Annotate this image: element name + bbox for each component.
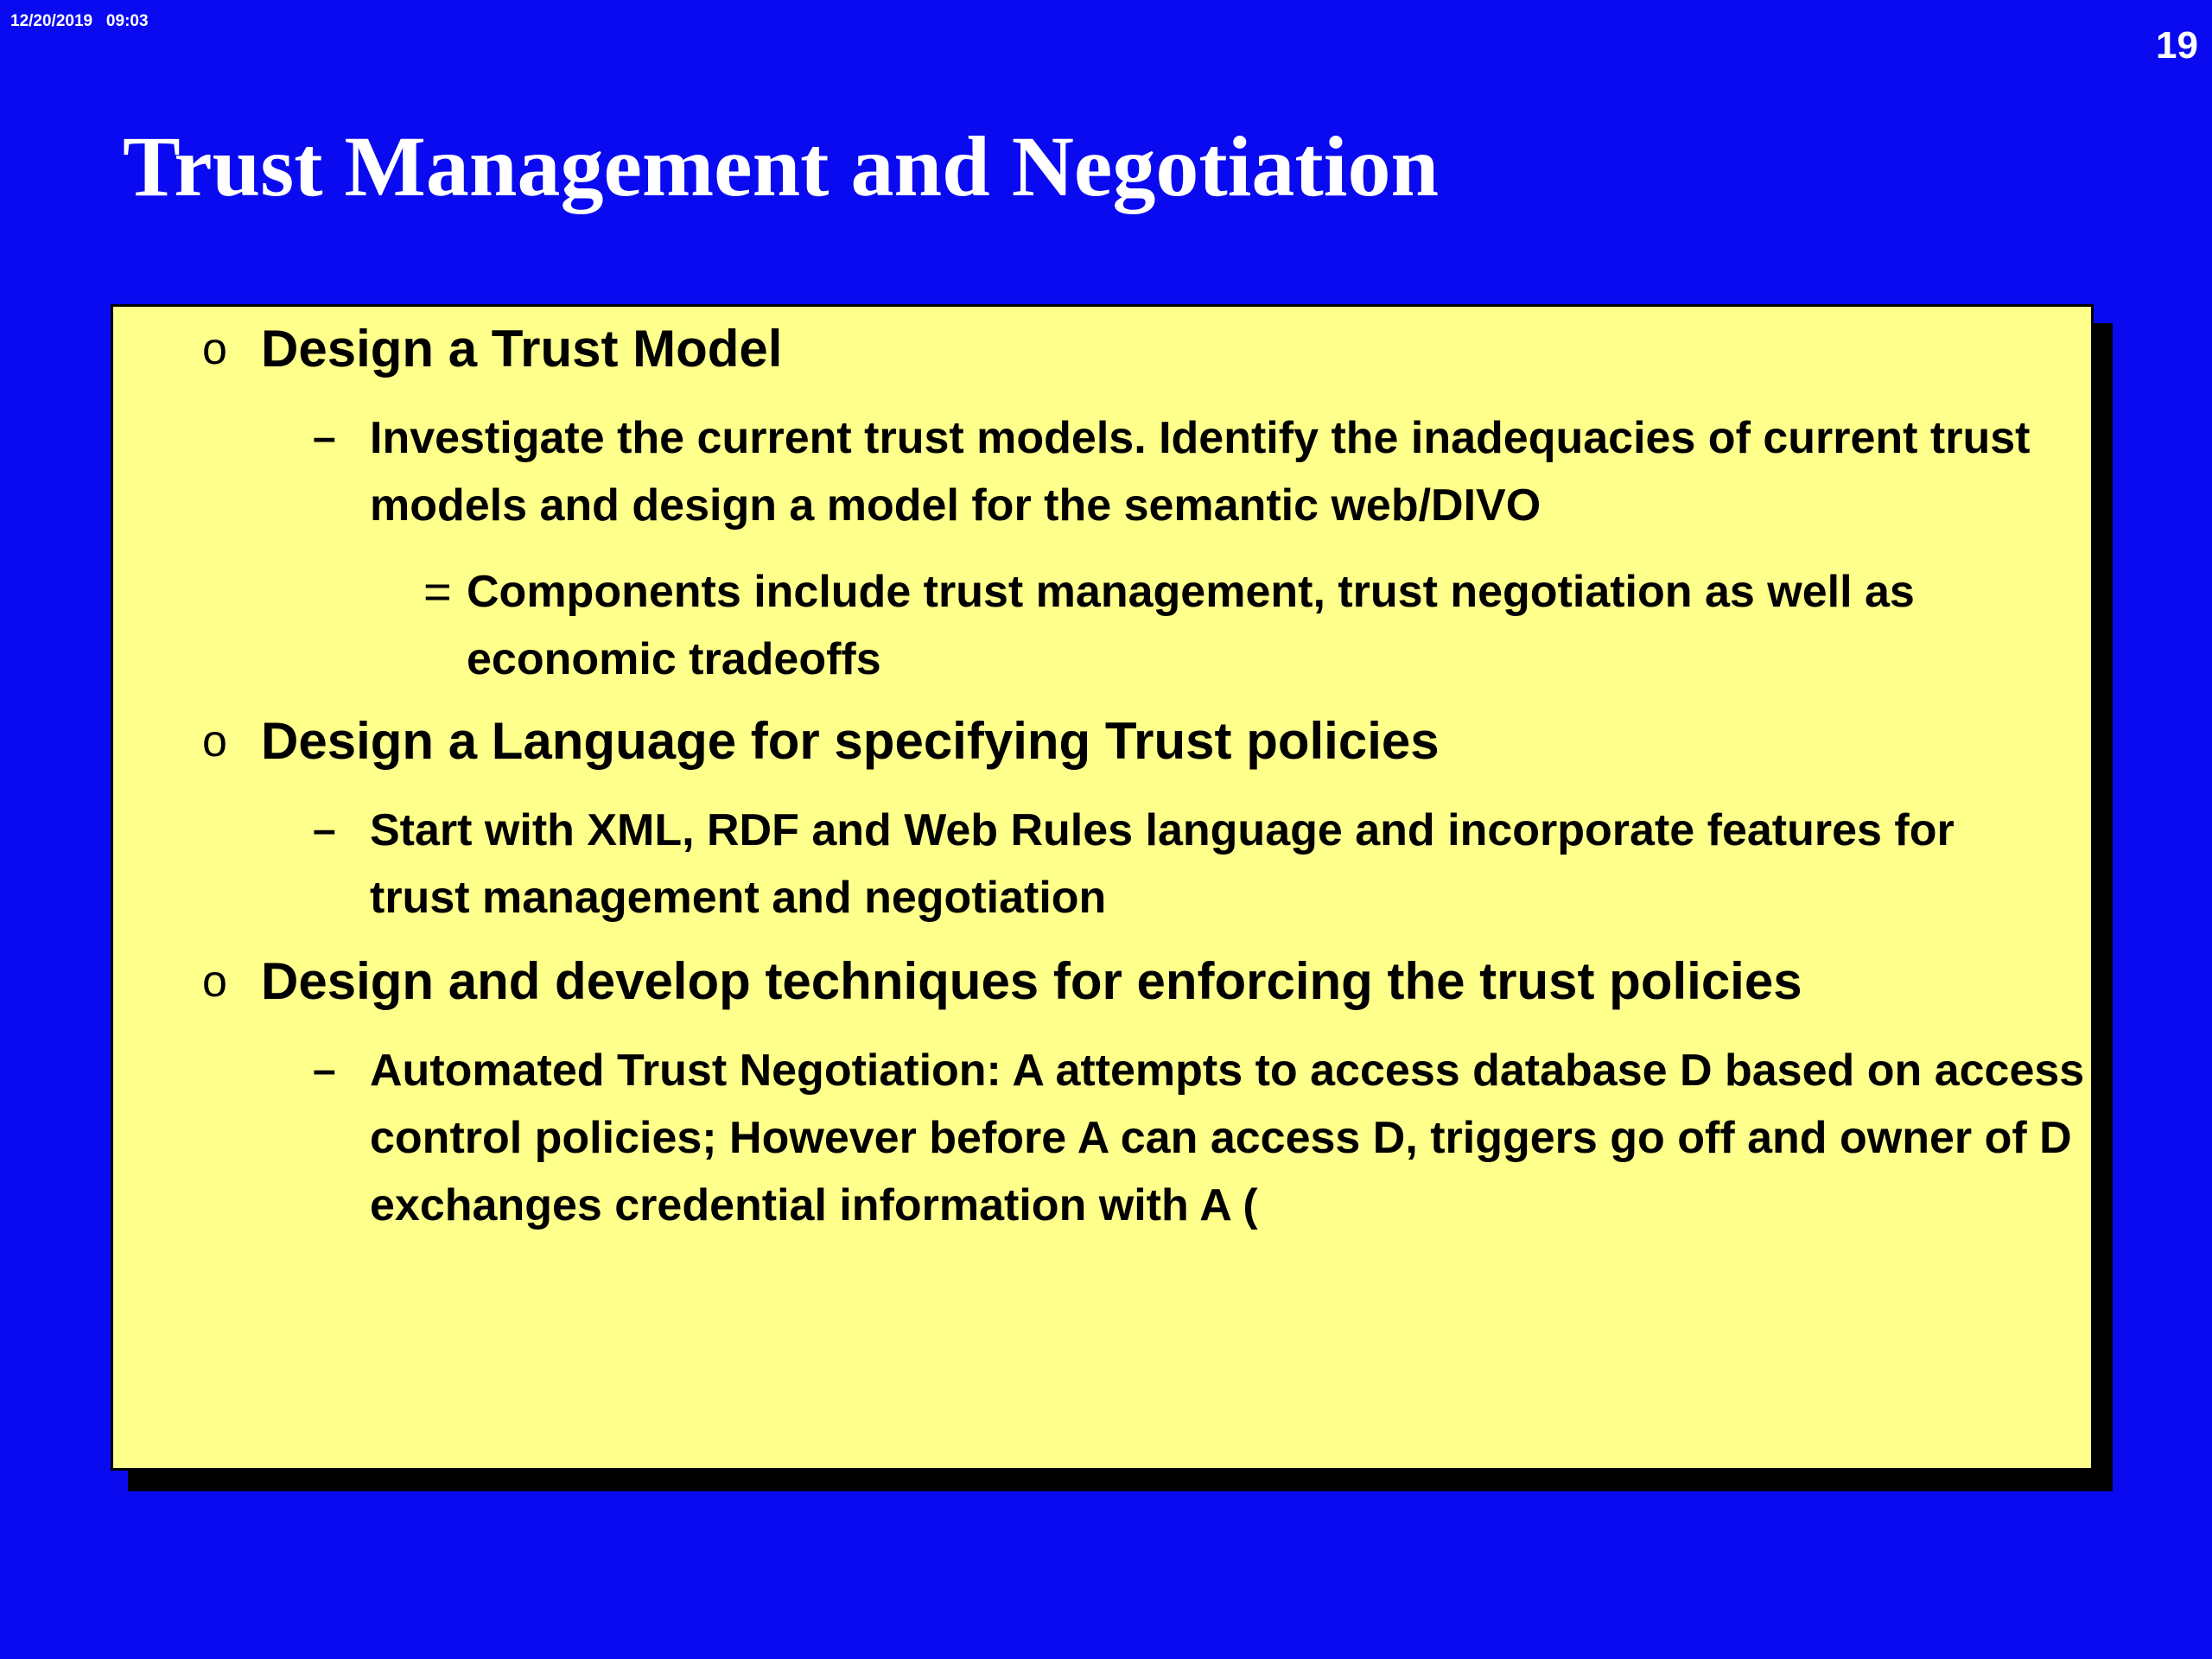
bullet-level1-icon: o: [202, 324, 227, 374]
timestamp: 12/20/2019 09:03: [10, 12, 149, 30]
page-number: 19: [2156, 24, 2198, 67]
bullet-item-design-language: Design a Language for specifying Trust policies: [261, 712, 1440, 770]
sub-sub-item-components: Components include trust management, trust negotiation as well as economic tradeoffs: [467, 567, 1915, 684]
slide-title: Trust Management and Negotiation: [123, 118, 1440, 214]
sub-item-automated-trust-negotiation: Automated Trust Negotiation: A attempts to access database D based on access control policies; However before A can access D, triggers go off and owner of D exchanges credential information with A (: [370, 1046, 2085, 1230]
bullet-item-design-trust-model: Design a Trust Model: [261, 320, 783, 378]
bullet-level1-icon: o: [202, 957, 227, 1007]
sub-item-start-with-xml: Start with XML, RDF and Web Rules language and incorporate features for trust management and negotiation: [370, 805, 1955, 923]
bullet-level2-icon: –: [313, 1047, 336, 1093]
bullet-item-design-techniques: Design and develop techniques for enforcing the trust policies: [261, 952, 1802, 1010]
bullet-level2-icon: –: [313, 807, 336, 853]
bullet-level2-icon: –: [313, 415, 336, 461]
sub-item-investigate-trust-models: Investigate the current trust models. Identify the inadequacies of current trust models and design a model for the semantic web/DIVO: [370, 413, 2031, 531]
bullet-level1-icon: o: [202, 716, 227, 766]
bullet-level3-icon: =: [423, 564, 452, 619]
